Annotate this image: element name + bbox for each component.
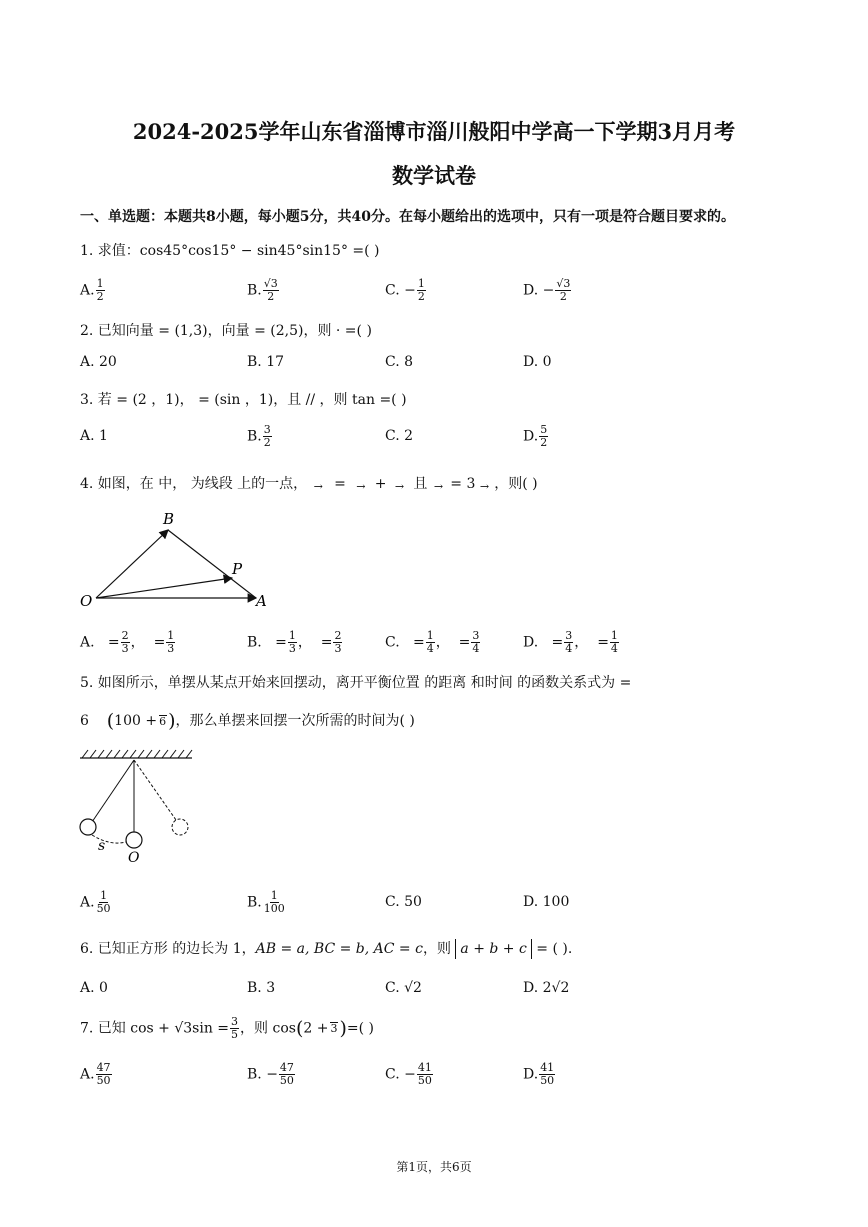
segment-ba <box>168 530 256 598</box>
q5-option-d: D. 100 <box>523 894 570 910</box>
vector-ob <box>96 530 168 598</box>
q6-stem: 6. 已知正方形 的边长为 1，AB = a, BC = b, AC = c，则 a + b + c = ( ). <box>80 941 573 957</box>
q7-option-b: B. − $\frac{47}{50}$ <box>247 1061 294 1087</box>
q1-option-a: A. $\frac{1}{2}$ <box>80 277 104 303</box>
q5-pendulum-figure <box>76 748 200 866</box>
label-s: s <box>98 838 106 854</box>
q1-stem: 1. 求值：cos45°cos15° − sin45°sin15° =( ) <box>80 243 380 259</box>
q4-option-d: D. = $\frac{3}{4}$ ， = $\frac{1}{4}$ <box>523 629 618 655</box>
q4-stem: 4. 如图，在 中， 为线段 上的一点， → = → + → 且 → = 3 → ，则( ) <box>80 476 538 493</box>
q3-option-d: D. $\frac{5}{2}$ <box>523 423 548 449</box>
q6-option-d: D. 2√2 <box>523 980 570 996</box>
q2-option-d: D. 0 <box>523 354 552 370</box>
label-p: P <box>232 560 243 578</box>
q5-option-a: A. $\frac{1}{50}$ <box>80 889 111 915</box>
label-b: B <box>163 510 175 528</box>
q6-option-c: C. √2 <box>385 980 422 996</box>
q7-stem: 7. 已知 cos + √3sin = $\frac{3}{5}$ ，则 cos(2 + 3 )=( ) <box>80 1015 374 1041</box>
q7-option-a: A. $\frac{47}{50}$ <box>80 1061 111 1087</box>
q1-option-b: B. $\frac{√3}{2}$ <box>247 277 278 303</box>
q4-triangle-figure <box>76 508 276 612</box>
q6-option-a: A. 0 <box>80 980 108 996</box>
q7-option-c: C. − $\frac{41}{50}$ <box>385 1061 432 1087</box>
q4-option-b: B. = $\frac{1}{3}$ ， = $\frac{2}{3}$ <box>247 629 342 655</box>
q2-option-c: C. 8 <box>385 354 414 370</box>
q2-option-a: A. 20 <box>80 354 117 370</box>
q5-option-c: C. 50 <box>385 894 422 910</box>
bob-left <box>80 819 96 835</box>
exam-subtitle: 数学试卷 <box>392 163 476 188</box>
section-heading: 一、单选题：本题共8小题，每小题5分，共40分。在每小题给出的选项中，只有一项是符合题目要求的。 <box>80 209 735 225</box>
bob-center <box>126 832 142 848</box>
vector-op <box>96 578 232 598</box>
q3-option-a: A. 1 <box>80 428 108 444</box>
exam-title: 2024-2025学年山东省淄博市淄川般阳中学高一下学期3月月考 <box>132 119 736 144</box>
q4-option-c: C. = $\frac{1}{4}$ ， = $\frac{3}{4}$ <box>385 629 480 655</box>
string-right <box>134 760 176 820</box>
q4-option-a: A. = $\frac{2}{3}$ ， = $\frac{1}{3}$ <box>80 629 175 655</box>
q5-stem-line2: 6 (100 + 6 )，那么单摆来回摆一次所需的时间为( ) <box>80 710 415 732</box>
label-o: O <box>80 592 93 610</box>
q1-option-c: C. − $\frac{1}{2}$ <box>385 277 425 303</box>
label-o-pendulum: O <box>128 850 140 866</box>
q1-option-d: D. − $\frac{√3}{2}$ <box>523 277 571 303</box>
q3-option-c: C. 2 <box>385 428 414 444</box>
bob-right <box>172 819 188 835</box>
string-left <box>92 760 134 822</box>
q5-stem-line1: 5. 如图所示，单摆从某点开始来回摆动，离开平衡位置 的距离 和时间 的函数关系式为 = <box>80 675 632 691</box>
q2-stem: 2. 已知向量 = (1,3)，向量 = (2,5)，则 · =( ) <box>80 323 372 339</box>
q2-option-b: B. 17 <box>247 354 285 370</box>
page-footer: 第1页，共6页 <box>396 1160 472 1174</box>
q3-option-b: B. $\frac{3}{2}$ <box>247 423 271 449</box>
q6-option-b: B. 3 <box>247 980 276 996</box>
q7-option-d: D. $\frac{41}{50}$ <box>523 1061 555 1087</box>
q3-stem: 3. 若 = (2 ，1)， = (sin ，1)，且 // ，则 tan =( ) <box>80 392 407 408</box>
q5-option-b: B. $\frac{1}{100}$ <box>247 889 285 915</box>
label-a: A <box>256 592 267 610</box>
